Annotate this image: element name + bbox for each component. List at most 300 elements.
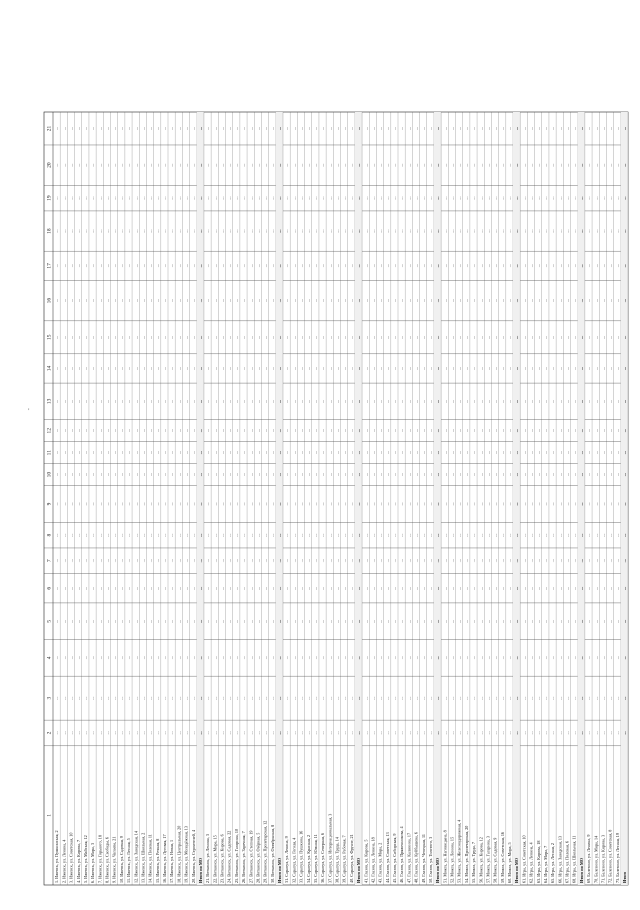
table-cell: ... <box>226 196 232 200</box>
table-cell: ... <box>233 731 239 735</box>
table-cell: ... <box>147 299 153 303</box>
table-cell: ... <box>190 299 196 303</box>
table-cell: ... <box>449 335 455 339</box>
table-cell: ... <box>427 451 433 455</box>
table-cell: ... <box>54 335 60 339</box>
table-cell: ... <box>370 502 376 506</box>
table-cell: ... <box>356 502 362 506</box>
table-cell: ... <box>90 126 96 131</box>
row-label: Итого по МО <box>197 857 203 883</box>
table-cell: ... <box>75 656 81 660</box>
table-cell: ... <box>571 586 577 590</box>
table-cell: ... <box>233 619 239 623</box>
table-cell: ... <box>248 696 254 700</box>
table-cell: ... <box>277 229 283 233</box>
table-cell: ... <box>578 429 584 433</box>
table-cell: ... <box>463 229 469 233</box>
table-cell: ... <box>535 126 541 131</box>
table-cell: ... <box>392 366 398 371</box>
table-cell: ... <box>255 264 261 268</box>
table-cell: ... <box>183 656 189 660</box>
row-label: 42. Глазов, ул. Ленина, 18 <box>370 837 376 883</box>
table-cell: ... <box>578 559 584 563</box>
table-cell: ... <box>485 229 491 233</box>
table-cell: ... <box>255 619 261 623</box>
table-cell: ... <box>82 696 88 700</box>
table-cell: ... <box>126 196 132 200</box>
table-cell: ... <box>334 451 340 455</box>
table-cell: ... <box>607 696 613 700</box>
table-cell: ... <box>334 196 340 200</box>
table-cell: ... <box>284 399 290 403</box>
table-row <box>148 112 154 885</box>
table-cell: ... <box>226 619 232 623</box>
table-cell: ... <box>269 451 275 455</box>
table-cell: ... <box>499 399 505 403</box>
table-cell: ... <box>427 586 433 590</box>
table-cell: ... <box>564 586 570 590</box>
table-cell: ... <box>147 229 153 233</box>
table-cell: ... <box>176 533 182 537</box>
table-cell: ... <box>578 731 584 735</box>
table-cell: ... <box>205 126 211 131</box>
table-cell: ... <box>312 366 318 371</box>
table-cell: ... <box>406 502 412 506</box>
table-cell: ... <box>284 586 290 590</box>
table-cell: ... <box>600 335 606 339</box>
table-cell: ... <box>305 533 311 537</box>
table-cell: ... <box>593 299 599 303</box>
table-cell: ... <box>435 335 441 339</box>
table-cell: ... <box>262 264 268 268</box>
table-cell: ... <box>111 399 117 403</box>
table-cell: ... <box>133 196 139 200</box>
table-cell: ... <box>478 196 484 200</box>
table-cell: ... <box>162 586 168 590</box>
table-cell: ... <box>492 502 498 506</box>
table-cell: ... <box>622 451 628 455</box>
table-cell: ... <box>212 559 218 563</box>
table-cell: ... <box>413 126 419 131</box>
table-cell: ... <box>111 126 117 131</box>
table-cell: ... <box>327 731 333 735</box>
table-cell: ... <box>442 399 448 403</box>
row-label: 40. Сарапул, ул. Фрунзе, 21 <box>348 834 354 883</box>
table-cell: ... <box>578 533 584 537</box>
table-cell: ... <box>269 696 275 700</box>
table-cell: ... <box>118 196 124 200</box>
table-cell: ... <box>104 559 110 563</box>
table-cell: ... <box>97 586 103 590</box>
table-cell: ... <box>348 696 354 700</box>
table-cell: ... <box>471 559 477 563</box>
table-cell: ... <box>528 163 534 167</box>
table-cell: ... <box>377 696 383 700</box>
table-cell: ... <box>334 619 340 623</box>
table-cell: ... <box>406 619 412 623</box>
row-label: 18. Ижевск, ул. Центральная, 20 <box>176 825 182 883</box>
table-cell: ... <box>571 451 577 455</box>
table-cell: ... <box>356 399 362 403</box>
table-cell: ... <box>118 299 124 303</box>
table-cell: ... <box>499 163 505 167</box>
table-cell: ... <box>305 696 311 700</box>
table-cell: ... <box>154 656 160 660</box>
row-label: 20. Ижевск, ул. Строителей, 4 <box>190 829 196 883</box>
table-cell: ... <box>176 126 182 131</box>
table-cell: ... <box>277 264 283 268</box>
table-cell: ... <box>75 264 81 268</box>
table-cell: ... <box>248 559 254 563</box>
row-label: 1. Ижевск, ул. Пушкинская, 2 <box>54 830 60 883</box>
table-cell: ... <box>68 656 74 660</box>
table-cell: ... <box>154 586 160 590</box>
table-cell: ... <box>557 586 563 590</box>
table-cell: ... <box>104 229 110 233</box>
table-cell: ... <box>478 264 484 268</box>
column-number: 6 <box>46 586 53 590</box>
table-cell: ... <box>68 366 74 371</box>
table-cell: ... <box>97 656 103 660</box>
table-cell: ... <box>586 126 592 131</box>
table-cell: ... <box>485 126 491 131</box>
table-cell: ... <box>54 196 60 200</box>
table-cell: ... <box>363 335 369 339</box>
table-cell: ... <box>521 335 527 339</box>
table-cell: ... <box>126 473 132 477</box>
table-cell: ... <box>305 429 311 433</box>
table-cell: ... <box>54 533 60 537</box>
table-cell: ... <box>442 229 448 233</box>
table-cell: ... <box>140 656 146 660</box>
table-cell: ... <box>542 429 548 433</box>
table-cell: ... <box>169 619 175 623</box>
table-cell: ... <box>507 559 513 563</box>
table-cell: ... <box>312 619 318 623</box>
table-cell: ... <box>614 586 620 590</box>
table-cell: ... <box>341 366 347 371</box>
table-cell: ... <box>614 502 620 506</box>
table-cell: ... <box>356 473 362 477</box>
table-cell: ... <box>528 656 534 660</box>
table-cell: ... <box>75 335 81 339</box>
table-cell: ... <box>406 656 412 660</box>
table-cell: ... <box>413 399 419 403</box>
table-cell: ... <box>277 473 283 477</box>
table-cell: ... <box>377 366 383 371</box>
table-cell: ... <box>298 502 304 506</box>
table-cell: ... <box>327 399 333 403</box>
table-cell: ... <box>212 473 218 477</box>
table-cell: ... <box>392 451 398 455</box>
table-cell: ... <box>370 229 376 233</box>
table-cell: ... <box>212 335 218 339</box>
table-cell: ... <box>478 731 484 735</box>
table-cell: ... <box>154 229 160 233</box>
table-cell: ... <box>442 196 448 200</box>
table-cell: ... <box>162 731 168 735</box>
table-cell: ... <box>341 696 347 700</box>
table-cell: ... <box>176 264 182 268</box>
table-cell: ... <box>557 451 563 455</box>
table-cell: ... <box>197 429 203 433</box>
table-cell: ... <box>233 196 239 200</box>
table-cell: ... <box>154 163 160 167</box>
table-cell: ... <box>97 533 103 537</box>
row-label: 43. Глазов, ул. Мира, 2 <box>377 842 383 883</box>
table-cell: ... <box>370 163 376 167</box>
table-cell: ... <box>190 451 196 455</box>
table-cell: ... <box>248 399 254 403</box>
table-cell: ... <box>169 502 175 506</box>
table-cell: ... <box>593 196 599 200</box>
table-cell: ... <box>190 335 196 339</box>
row-label: 49. Глазов, ул. Чепецкая, 11 <box>420 833 426 883</box>
table-cell: ... <box>298 451 304 455</box>
table-row <box>521 112 527 885</box>
table-cell: ... <box>197 126 203 131</box>
table-cell: ... <box>471 264 477 268</box>
table-cell: ... <box>413 533 419 537</box>
table-cell: ... <box>320 196 326 200</box>
table-cell: ... <box>305 619 311 623</box>
table-cell: ... <box>413 656 419 660</box>
table-cell: ... <box>241 731 247 735</box>
table-cell: ... <box>348 196 354 200</box>
table-cell: ... <box>535 264 541 268</box>
table-cell: ... <box>54 619 60 623</box>
table-cell: ... <box>571 619 577 623</box>
table-cell: ... <box>68 586 74 590</box>
row-label: 39. Сарапул, ул. Рабочая, 7 <box>341 835 347 883</box>
table-row <box>263 112 269 885</box>
table-cell: ... <box>463 264 469 268</box>
table-cell: ... <box>370 451 376 455</box>
table-cell: ... <box>413 696 419 700</box>
row-label: 66. Игра, ул. Заводская, 13 <box>557 835 563 883</box>
table-cell: ... <box>162 299 168 303</box>
table-cell: ... <box>248 619 254 623</box>
table-cell: ... <box>219 366 225 371</box>
table-cell: ... <box>499 451 505 455</box>
table-cell: ... <box>614 299 620 303</box>
table-cell: ... <box>564 451 570 455</box>
table-cell: ... <box>427 473 433 477</box>
table-cell: ... <box>571 559 577 563</box>
table-cell: ... <box>68 696 74 700</box>
table-cell: ... <box>82 731 88 735</box>
page-marker: , <box>28 405 30 411</box>
table-cell: ... <box>162 335 168 339</box>
table-cell: ... <box>471 299 477 303</box>
table-cell: ... <box>341 163 347 167</box>
table-cell: ... <box>291 731 297 735</box>
table-row <box>133 112 139 885</box>
table-cell: ... <box>104 696 110 700</box>
table-cell: ... <box>435 196 441 200</box>
table-cell: ... <box>205 399 211 403</box>
table-cell: ... <box>392 299 398 303</box>
table-cell: ... <box>118 229 124 233</box>
table-cell: ... <box>205 473 211 477</box>
table-cell: ... <box>600 126 606 131</box>
table-cell: ... <box>399 366 405 371</box>
table-cell: ... <box>578 264 584 268</box>
table-cell: ... <box>507 533 513 537</box>
table-cell: ... <box>61 126 67 131</box>
table-row <box>421 112 427 885</box>
table-cell: ... <box>571 299 577 303</box>
table-row <box>140 112 146 885</box>
table-cell: ... <box>190 473 196 477</box>
table-cell: ... <box>356 429 362 433</box>
table-cell: ... <box>291 559 297 563</box>
table-cell: ... <box>54 366 60 371</box>
table-cell: ... <box>291 473 297 477</box>
row-label: 24. Воткинск, ул. Садовая, 22 <box>226 830 232 883</box>
table-cell: ... <box>68 731 74 735</box>
table-cell: ... <box>348 126 354 131</box>
row-label: 12. Ижевск, ул. Заводская, 14 <box>133 831 139 883</box>
table-cell: ... <box>600 163 606 167</box>
table-cell: ... <box>499 264 505 268</box>
table-cell: ... <box>205 731 211 735</box>
table-cell: ... <box>571 696 577 700</box>
table-cell: ... <box>492 731 498 735</box>
table-cell: ... <box>305 502 311 506</box>
table-cell: ... <box>82 586 88 590</box>
table-cell: ... <box>514 163 520 167</box>
table-cell: ... <box>327 559 333 563</box>
subtotal-row <box>513 112 520 885</box>
table-cell: ... <box>499 229 505 233</box>
table-cell: ... <box>90 586 96 590</box>
table-cell: ... <box>614 196 620 200</box>
table-cell: ... <box>456 196 462 200</box>
table-cell: ... <box>499 731 505 735</box>
table-cell: ... <box>162 559 168 563</box>
table-cell: ... <box>90 619 96 623</box>
table-cell: ... <box>420 656 426 660</box>
table-cell: ... <box>82 229 88 233</box>
table-row <box>54 112 60 885</box>
table-cell: ... <box>291 264 297 268</box>
table-cell: ... <box>334 731 340 735</box>
table-cell: ... <box>133 366 139 371</box>
table-cell: ... <box>90 163 96 167</box>
table-cell: ... <box>104 429 110 433</box>
table-cell: ... <box>291 429 297 433</box>
table-cell: ... <box>607 299 613 303</box>
table-cell: ... <box>197 229 203 233</box>
table-cell: ... <box>233 533 239 537</box>
table-cell: ... <box>521 299 527 303</box>
table-cell: ... <box>104 335 110 339</box>
table-cell: ... <box>471 533 477 537</box>
table-cell: ... <box>162 696 168 700</box>
table-cell: ... <box>341 429 347 433</box>
table-cell: ... <box>75 196 81 200</box>
table-cell: ... <box>485 619 491 623</box>
table-cell: ... <box>133 229 139 233</box>
table-cell: ... <box>600 559 606 563</box>
row-label: 56. Можга, ул. Кирова, 12 <box>478 837 484 883</box>
table-cell: ... <box>384 264 390 268</box>
table-cell: ... <box>90 451 96 455</box>
table-cell: ... <box>205 264 211 268</box>
table-cell: ... <box>578 229 584 233</box>
table-cell: ... <box>298 619 304 623</box>
row-label: 62. Игра, ул. Ленина, 4 <box>528 842 534 883</box>
table-cell: ... <box>471 126 477 131</box>
table-cell: ... <box>535 533 541 537</box>
table-cell: ... <box>111 533 117 537</box>
table-cell: ... <box>492 533 498 537</box>
subtotal-row <box>276 112 283 885</box>
table-cell: ... <box>262 429 268 433</box>
table-cell: ... <box>586 196 592 200</box>
table-cell: ... <box>298 229 304 233</box>
table-cell: ... <box>578 586 584 590</box>
table-cell: ... <box>593 696 599 700</box>
table-cell: ... <box>413 429 419 433</box>
table-cell: ... <box>154 126 160 131</box>
table-cell: ... <box>499 366 505 371</box>
table-cell: ... <box>162 451 168 455</box>
table-cell: ... <box>140 696 146 700</box>
table-cell: ... <box>305 731 311 735</box>
table-cell: ... <box>162 366 168 371</box>
table-cell: ... <box>277 656 283 660</box>
table-cell: ... <box>241 399 247 403</box>
table-cell: ... <box>557 473 563 477</box>
table-cell: ... <box>334 559 340 563</box>
table-cell: ... <box>514 229 520 233</box>
column-number: 14 <box>46 365 53 372</box>
table-cell: ... <box>471 399 477 403</box>
table-cell: ... <box>442 451 448 455</box>
table-cell: ... <box>154 559 160 563</box>
table-cell: ... <box>427 533 433 537</box>
table-row <box>83 112 89 885</box>
table-cell: ... <box>241 429 247 433</box>
table-cell: ... <box>154 619 160 623</box>
table-cell: ... <box>277 429 283 433</box>
table-cell: ... <box>284 451 290 455</box>
table-cell: ... <box>456 559 462 563</box>
table-cell: ... <box>341 196 347 200</box>
row-label: 46. Глазов, ул. Пряженникова, 4 <box>399 826 405 883</box>
table-cell: ... <box>104 264 110 268</box>
table-cell: ... <box>197 299 203 303</box>
table-cell: ... <box>241 299 247 303</box>
row-label: 26. Воткинск, ул. Заречная, 7 <box>241 831 247 883</box>
table-cell: ... <box>298 264 304 268</box>
table-cell: ... <box>233 559 239 563</box>
table-cell: ... <box>521 731 527 735</box>
table-cell: ... <box>111 366 117 371</box>
table-cell: ... <box>427 264 433 268</box>
table-cell: ... <box>384 229 390 233</box>
table-cell: ... <box>593 619 599 623</box>
table-cell: ... <box>564 196 570 200</box>
table-cell: ... <box>356 335 362 339</box>
table-cell: ... <box>162 163 168 167</box>
table-cell: ... <box>197 196 203 200</box>
table-cell: ... <box>334 586 340 590</box>
table-cell: ... <box>356 163 362 167</box>
table-cell: ... <box>147 451 153 455</box>
